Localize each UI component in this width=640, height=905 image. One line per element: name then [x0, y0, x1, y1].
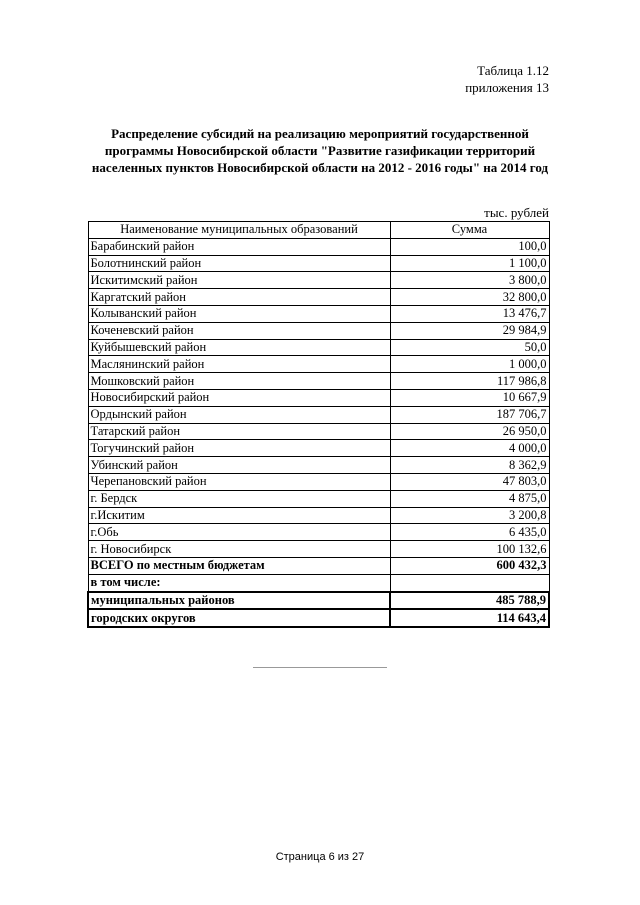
page-footer: Страница 6 из 27	[275, 851, 365, 863]
municipality-name: Тогучинский район	[88, 440, 390, 457]
municipality-name: Куйбышевский район	[88, 339, 390, 356]
subsidy-amount: 13 476,7	[390, 305, 549, 322]
table-row	[88, 609, 549, 627]
subsidy-amount: 1 100,0	[390, 255, 549, 272]
municipality-name: Болотнинский район	[88, 255, 390, 272]
subsidy-amount: 117 986,8	[390, 373, 549, 390]
units-label: тыс. рублей	[484, 205, 549, 220]
subsidy-amount: 600 432,3	[390, 557, 549, 574]
subsidy-amount: 26 950,0	[390, 423, 549, 440]
subsidy-amount: 187 706,7	[390, 406, 549, 423]
title-line: Распределение субсидий на реализацию мероприятий государственной	[111, 126, 529, 141]
subsidy-amount: 485 788,9	[390, 592, 549, 610]
municipality-name: Барабинский район	[88, 238, 390, 255]
municipality-name: в том числе:	[88, 574, 390, 591]
municipality-name: г.Искитим	[88, 507, 390, 524]
subsidy-amount: 47 803,0	[390, 473, 549, 490]
municipality-name: г. Новосибирск	[88, 541, 390, 558]
table-row	[88, 490, 549, 507]
subsidy-amount: 4 000,0	[390, 440, 549, 457]
table-row	[88, 255, 549, 272]
appendix-number: приложения 13	[465, 80, 549, 95]
subsidy-amount: 3 800,0	[390, 272, 549, 289]
municipality-name: Каргатский район	[88, 289, 390, 306]
subsidy-amount: 10 667,9	[390, 389, 549, 406]
table-row	[88, 238, 549, 255]
table-row	[88, 322, 549, 339]
table-row	[88, 524, 549, 541]
subsidy-amount	[390, 574, 549, 591]
subsidy-amount: 29 984,9	[390, 322, 549, 339]
municipality-name: городских округов	[88, 609, 390, 627]
table-row	[88, 592, 549, 610]
document-title	[84, 125, 556, 176]
subsidy-amount: 1 000,0	[390, 356, 549, 373]
table-row	[88, 356, 549, 373]
municipality-name: Колыванский район	[88, 305, 390, 322]
table-row	[88, 457, 549, 474]
separator-line	[253, 667, 387, 668]
table-number: Таблица 1.12	[477, 63, 549, 78]
municipality-name: Искитимский район	[88, 272, 390, 289]
table-row	[88, 541, 549, 558]
subsidy-amount: 32 800,0	[390, 289, 549, 306]
municipality-name: Коченевский район	[88, 322, 390, 339]
subsidy-table	[87, 221, 550, 628]
municipality-name: Мошковский район	[88, 373, 390, 390]
table-row	[88, 423, 549, 440]
table-row	[88, 373, 549, 390]
municipality-name: муниципальных районов	[88, 592, 390, 610]
column-header-name: Наименование муниципальных образований	[88, 222, 390, 239]
table-header-row	[88, 222, 549, 239]
table-row	[88, 440, 549, 457]
subsidy-amount: 6 435,0	[390, 524, 549, 541]
municipality-name: Новосибирский район	[88, 389, 390, 406]
municipality-name: Убинский район	[88, 457, 390, 474]
table-row	[88, 389, 549, 406]
table-row	[88, 507, 549, 524]
column-header-sum: Сумма	[390, 222, 549, 239]
subsidy-amount: 50,0	[390, 339, 549, 356]
table-row	[88, 473, 549, 490]
table-row	[88, 305, 549, 322]
municipality-name: ВСЕГО по местным бюджетам	[88, 557, 390, 574]
subsidy-amount: 114 643,4	[390, 609, 549, 627]
title-line: программы Новосибирской области "Развитие газификации территорий	[104, 143, 536, 158]
municipality-name: Маслянинский район	[88, 356, 390, 373]
table-row	[88, 406, 549, 423]
subsidy-amount: 4 875,0	[390, 490, 549, 507]
title-line: населенных пунктов Новосибирской области на 2012 - 2016 годы" на 2014 год	[91, 160, 549, 175]
subsidy-amount: 100 132,6	[390, 541, 549, 558]
subsidy-amount: 8 362,9	[390, 457, 549, 474]
municipality-name: г. Бердск	[88, 490, 390, 507]
municipality-name: г.Обь	[88, 524, 390, 541]
municipality-name: Черепановский район	[88, 473, 390, 490]
table-reference	[465, 62, 549, 96]
table-row	[88, 557, 549, 574]
municipality-name: Ордынский район	[88, 406, 390, 423]
table-row	[88, 574, 549, 591]
table-row	[88, 289, 549, 306]
table-row	[88, 339, 549, 356]
subsidy-amount: 3 200,8	[390, 507, 549, 524]
subsidy-amount: 100,0	[390, 238, 549, 255]
municipality-name: Татарский район	[88, 423, 390, 440]
table-row	[88, 272, 549, 289]
